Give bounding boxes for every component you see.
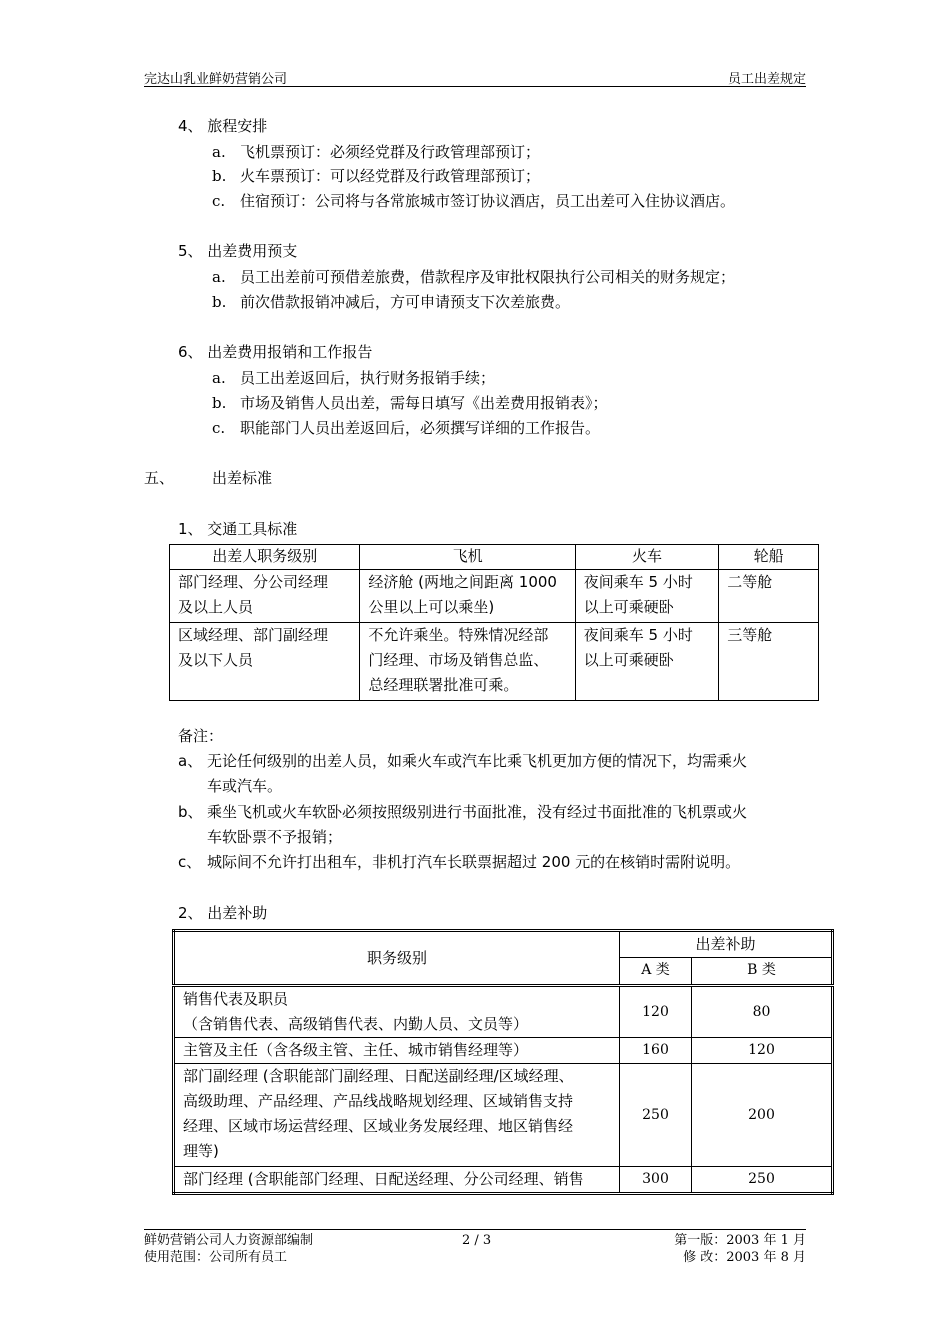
chapter-5-number: 五、 <box>144 469 175 487</box>
s5-item-a: 员工出差前可预借差旅费，借款程序及审批权限执行公司相关的财务规定； <box>240 268 736 286</box>
section-5-title: 5、 出差费用预支 <box>178 242 298 260</box>
header-rule <box>144 86 806 87</box>
section-6-title: 6、 出差费用报销和工作报告 <box>178 343 373 361</box>
page-number: 2 / 3 <box>462 1233 492 1248</box>
cell-line: 夜间乘车 5 小时 <box>583 573 693 591</box>
cell-line: 区域经理、部门副经理 <box>178 626 329 644</box>
s5-item-b-marker: b. <box>212 293 227 311</box>
allowance-cell-b: 80 <box>692 986 833 1038</box>
notes-title: 备注： <box>178 727 224 745</box>
note-b-marker: b、 <box>178 803 203 821</box>
allowance-header-level: 职务级别 <box>174 931 620 986</box>
allowance-cell-a: 120 <box>620 986 692 1038</box>
transport-cell <box>360 623 575 701</box>
transport-cell <box>719 570 819 623</box>
footer-rule <box>144 1229 806 1230</box>
s6-item-a: 员工出差返回后，执行财务报销手续； <box>240 369 496 387</box>
s5-item-b: 前次借款报销冲减后，方可申请预支下次差旅费。 <box>240 293 571 311</box>
allowance-cell-a: 250 <box>620 1064 692 1167</box>
s6-item-c: 职能部门人员出差返回后，必须撰写详细的工作报告。 <box>240 419 601 437</box>
transport-cell <box>575 570 719 623</box>
allowance-cell-a: 160 <box>620 1038 692 1064</box>
cell-line: 理等) <box>183 1142 219 1160</box>
cell-line: 二等舱 <box>727 573 773 591</box>
s6-item-b: 市场及销售人员出差，需每日填写《出差费用报销表》； <box>240 394 608 412</box>
cell-line: 部门经理、分公司经理 <box>178 573 329 591</box>
s4-item-b-marker: b. <box>212 167 227 185</box>
note-b-line2: 车软卧票不予报销； <box>207 828 343 846</box>
note-c-marker: c、 <box>178 853 202 871</box>
allowance-table <box>172 929 834 1195</box>
allowance-cell-level <box>174 1064 620 1167</box>
table-row <box>174 986 833 1038</box>
footer-scope: 使用范围：公司所有员工 <box>144 1250 288 1265</box>
table-row <box>174 1038 833 1064</box>
header-company: 完达山乳业鲜奶营销公司 <box>144 72 288 87</box>
cell-line: 不允许乘坐。特殊情况经部 <box>368 626 549 644</box>
cell-line: 以上可乘硬卧 <box>583 651 674 669</box>
note-b-line1: 乘坐飞机或火车软卧必须按照级别进行书面批准，没有经过书面批准的飞机票或火 <box>207 803 748 821</box>
transport-cell <box>360 570 575 623</box>
note-a-line2: 车或汽车。 <box>207 777 283 795</box>
s4-item-c-marker: c. <box>212 192 226 210</box>
transport-cell <box>719 623 819 701</box>
cell-line: 公里以上可以乘坐) <box>368 598 495 616</box>
cell-line: 高级助理、产品经理、产品线战略规划经理、区域销售支持 <box>183 1092 574 1110</box>
table-row <box>174 1064 833 1167</box>
transport-cell <box>575 623 719 701</box>
allowance-cell-b: 250 <box>692 1167 833 1194</box>
cell-line: 及以上人员 <box>178 598 254 616</box>
note-a-marker: a、 <box>178 752 203 770</box>
chapter-5-title: 出差标准 <box>212 469 273 487</box>
header-doc-title: 员工出差规定 <box>727 72 806 87</box>
footer-version: 第一版：2003 年 1 月 <box>674 1233 806 1248</box>
cell-line: （含销售代表、高级销售代表、内勤人员、文员等） <box>183 1015 529 1033</box>
transport-cell <box>170 570 360 623</box>
cell-line: 主管及主任（含各级主管、主任、城市销售经理等） <box>183 1041 529 1059</box>
transport-table <box>169 544 819 701</box>
footer-revision: 修 改：2003 年 8 月 <box>683 1250 806 1265</box>
s4-item-c: 住宿预订：公司将与各常旅城市签订协议酒店，员工出差可入住协议酒店。 <box>240 192 736 210</box>
note-a-line1: 无论任何级别的出差人员，如乘火车或汽车比乘飞机更加方便的情况下，均需乘火 <box>207 752 748 770</box>
cell-line: 总经理联署批准可乘。 <box>368 676 519 694</box>
transport-header-train: 火车 <box>575 545 719 570</box>
allowance-header-group: 出差补助 <box>620 931 833 958</box>
cell-line: 经理、区域市场运营经理、区域业务发展经理、地区销售经 <box>183 1117 574 1135</box>
s4-item-a-marker: a. <box>212 143 226 161</box>
table-row <box>170 570 819 623</box>
table-row <box>174 1167 833 1194</box>
cell-line: 部门副经理 (含职能部门副经理、日配送副经理/区域经理、 <box>183 1067 574 1085</box>
section-4-title: 4、 旅程安排 <box>178 117 268 135</box>
cell-line: 销售代表及职员 <box>183 990 289 1008</box>
cell-line: 三等舱 <box>727 626 773 644</box>
transport-cell <box>170 623 360 701</box>
s5-item-a-marker: a. <box>212 268 226 286</box>
transport-header-level: 出差人职务级别 <box>170 545 360 570</box>
table-row <box>174 931 833 958</box>
footer-compiler: 鲜奶营销公司人力资源部编制 <box>144 1233 314 1248</box>
table-row <box>170 623 819 701</box>
cell-line: 部门经理 (含职能部门经理、日配送经理、分公司经理、销售 <box>183 1170 584 1188</box>
table-row <box>170 545 819 570</box>
allowance-title: 2、 出差补助 <box>178 904 268 922</box>
cell-line: 以上可乘硬卧 <box>583 598 674 616</box>
allowance-header-b: B 类 <box>692 958 833 986</box>
cell-line: 门经理、市场及销售总监、 <box>368 651 549 669</box>
allowance-header-a: A 类 <box>620 958 692 986</box>
allowance-cell-level <box>174 1167 620 1194</box>
note-c-line1: 城际间不允许打出租车，非机打汽车长联票据超过 200 元的在核销时需附说明。 <box>207 853 741 871</box>
transport-header-ship: 轮船 <box>719 545 819 570</box>
allowance-cell-level <box>174 1038 620 1064</box>
s4-item-a: 飞机票预订：必须经党群及行政管理部预订； <box>240 143 541 161</box>
cell-line: 及以下人员 <box>178 651 254 669</box>
allowance-cell-a: 300 <box>620 1167 692 1194</box>
s4-item-b: 火车票预订：可以经党群及行政管理部预订； <box>240 167 541 185</box>
allowance-cell-b: 120 <box>692 1038 833 1064</box>
cell-line: 夜间乘车 5 小时 <box>583 626 693 644</box>
transport-header-plane: 飞机 <box>360 545 575 570</box>
s6-item-b-marker: b. <box>212 394 227 412</box>
cell-line: 经济舱 (两地之间距离 1000 <box>368 573 557 591</box>
s6-item-c-marker: c. <box>212 419 226 437</box>
allowance-cell-b: 200 <box>692 1064 833 1167</box>
transport-title: 1、 交通工具标准 <box>178 520 298 538</box>
s6-item-a-marker: a. <box>212 369 226 387</box>
allowance-cell-level <box>174 986 620 1038</box>
